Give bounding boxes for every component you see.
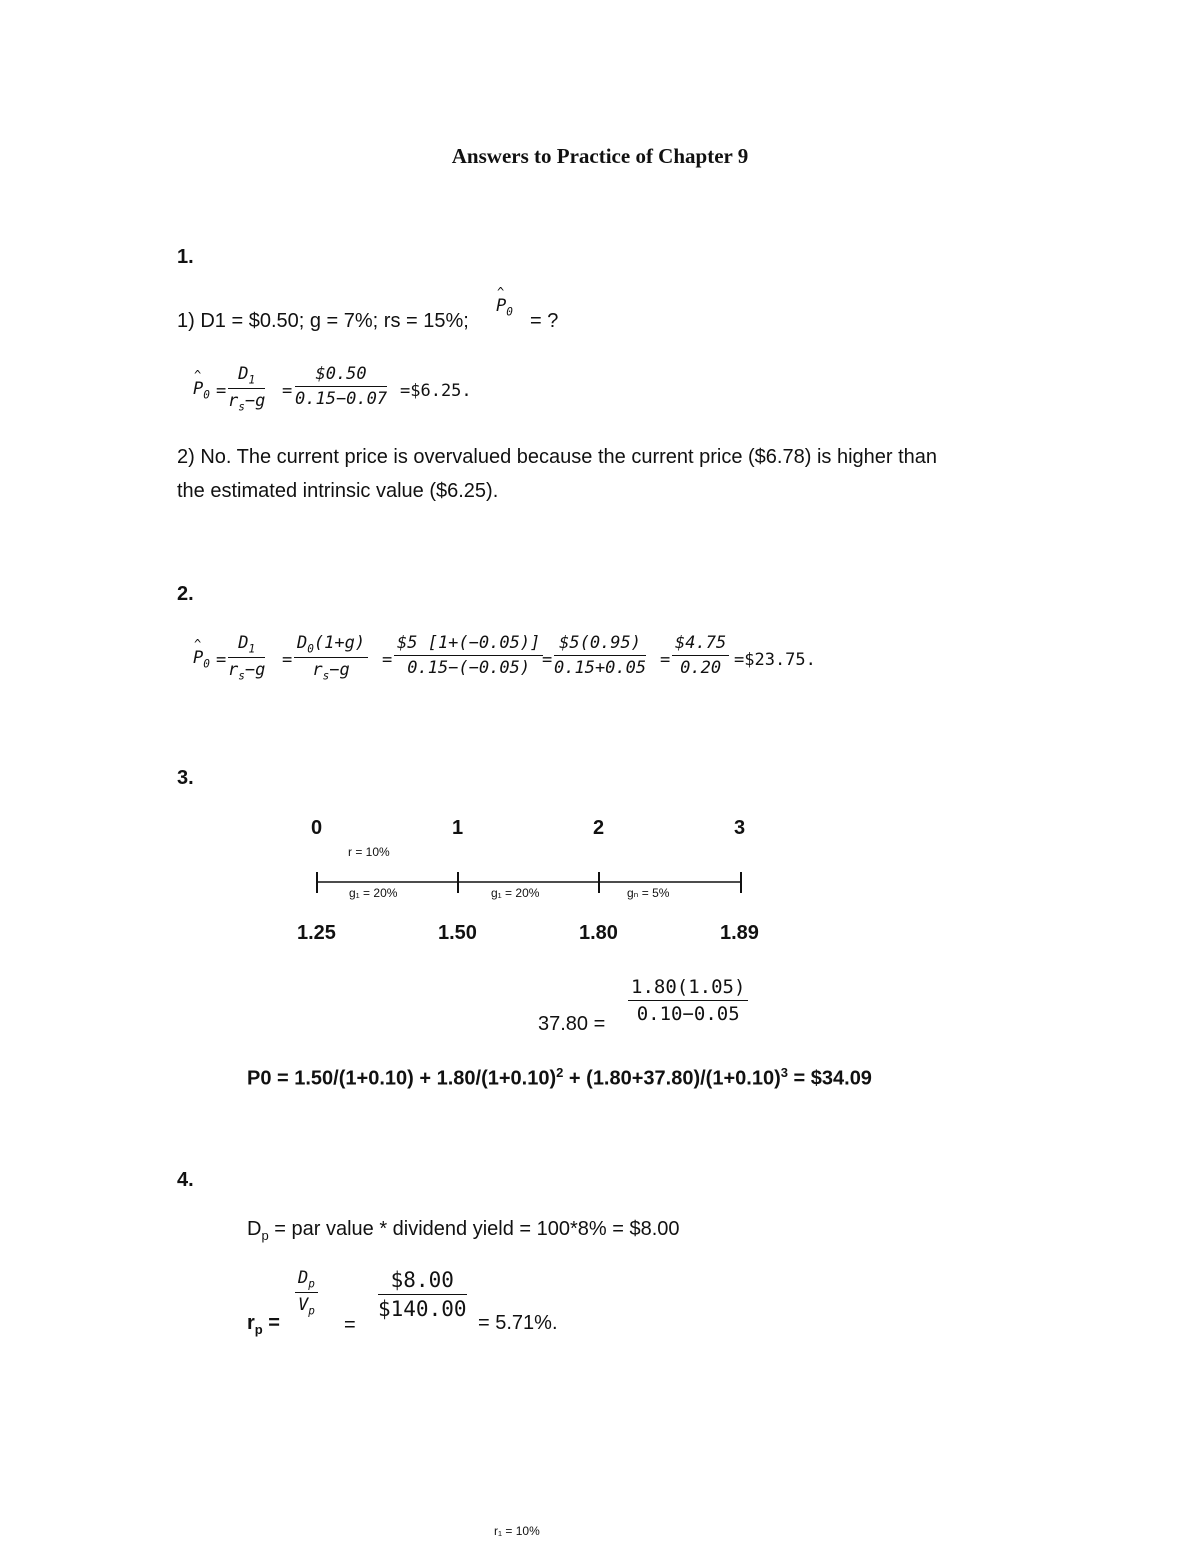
- q1-fraction-d1-num: [228, 364, 265, 389]
- timeline-period-2: 2: [593, 817, 605, 839]
- q2-f2-minus-g: −g: [329, 660, 350, 681]
- q1-fraction-d1-den: [228, 389, 265, 413]
- p0-hat-letter: ^ P: [496, 296, 506, 316]
- q2-result: =$23.75.: [734, 650, 816, 670]
- q2-f2-d: D: [297, 633, 308, 653]
- rp-fraction-symbolic: [295, 1268, 318, 1318]
- q2-eq-4: =: [542, 650, 553, 670]
- q2-f1-r: r: [228, 660, 239, 681]
- timeline-dividend-2: 1.80: [579, 922, 618, 944]
- terminal-value-label: 37.80 =: [538, 1013, 606, 1035]
- p0-text-mid: + (1.80+37.80)/(1+0.10): [563, 1067, 781, 1090]
- rp-v-sub: p: [308, 1304, 315, 1318]
- rp-fraction-values-den: $140.00: [378, 1297, 467, 1321]
- q2-eq-3: =: [382, 650, 393, 670]
- q2-fraction-4: [554, 633, 646, 678]
- rp-v-letter: V: [298, 1295, 309, 1316]
- p0-computation: [247, 1065, 872, 1091]
- q2-f2-one-plus-g: (1+g): [313, 633, 366, 653]
- rp-letter: r: [247, 1312, 255, 1334]
- timeline-dividend-3: 1.89: [720, 922, 759, 944]
- rp-eq-2: =: [344, 1314, 356, 1336]
- q1-formula-lhs: [193, 379, 210, 401]
- rp-label: [247, 1312, 280, 1337]
- dp-letter: D: [247, 1218, 262, 1240]
- p0-hat-symbol: [496, 296, 513, 318]
- q2-fraction-2-num: [294, 633, 368, 658]
- timeline-growth-label-2: g₁ = 20%: [491, 886, 540, 900]
- q2-eq-5: =: [660, 650, 671, 670]
- q1-minus-g: −g: [244, 391, 266, 412]
- q1-fraction-values-num: $0.50: [295, 364, 387, 387]
- q2-fraction-3: [394, 633, 543, 678]
- dp-text: = par value * dividend yield = 100*8% = $8.00: [268, 1218, 680, 1240]
- q1-d-sub: 1: [248, 373, 256, 387]
- q1-fraction-d1: [228, 364, 265, 414]
- q2-fraction-5: [672, 633, 729, 678]
- question-4-number: 4.: [177, 1169, 194, 1191]
- rp-d-sub: p: [308, 1277, 315, 1291]
- q1-lhs-letter: ^ P: [193, 379, 203, 399]
- q2-f2-r-sub: s: [322, 669, 330, 683]
- timeline-growth-label-1: g₁ = 20%: [349, 886, 398, 900]
- q2-fraction-5-num: $4.75: [672, 633, 729, 656]
- q2-fraction-4-num: $5(0.95): [554, 633, 646, 656]
- rp-eq: =: [262, 1312, 280, 1334]
- timeline-period-1: 1: [452, 817, 464, 839]
- q2-fraction-2-den: [294, 658, 368, 682]
- q2-f2-d-sub: 0: [307, 642, 314, 656]
- q2-lhs-letter: ^ P: [193, 648, 203, 668]
- rp-fraction-values: [378, 1268, 467, 1321]
- timeline-period-0: 0: [311, 817, 323, 839]
- rp-result: = 5.71%.: [478, 1312, 558, 1334]
- rp-fraction-values-num: $8.00: [378, 1268, 467, 1295]
- q1-fraction-values-den: 0.15−0.07: [295, 389, 388, 409]
- q2-eq-1: =: [216, 650, 227, 670]
- p0-text-post: = $34.09: [787, 1067, 872, 1090]
- q1-r-sub: s: [238, 400, 245, 414]
- q1-lhs-sub: 0: [203, 388, 210, 402]
- q2-eq-2: =: [282, 650, 293, 670]
- dp-sub: p: [261, 1228, 269, 1243]
- q1-eq-2: =: [282, 381, 293, 401]
- p0-exp-1: 2: [556, 1065, 564, 1080]
- question-3-number: 3.: [177, 767, 194, 789]
- p0-hat-sub: 0: [506, 305, 513, 319]
- q1-fraction-values: [295, 364, 387, 409]
- q2-fraction-5-den: 0.20: [680, 658, 722, 678]
- unknown-marker: = ?: [530, 310, 559, 332]
- p0-text-pre: P0 = 1.50/(1+0.10) + 1.80/(1+0.10): [247, 1067, 557, 1090]
- q2-f1-d-sub: 1: [248, 642, 256, 656]
- terminal-value-num: 1.80(1.05): [628, 976, 748, 1001]
- terminal-value-den: 0.10−0.05: [636, 1003, 740, 1025]
- q2-fraction-1-num: [228, 633, 265, 658]
- timeline-period-3: 3: [734, 817, 746, 839]
- q1-r-letter: r: [228, 391, 239, 412]
- p0-exp-2: 3: [780, 1065, 788, 1080]
- q1-result: =$6.25.: [400, 381, 472, 401]
- q2-fraction-3-den: 0.15−(−0.05): [407, 658, 531, 678]
- q1-eq-1: =: [216, 381, 227, 401]
- timeline-growth-label-3: gₙ = 5%: [627, 886, 670, 900]
- q2-fraction-1: [228, 633, 265, 683]
- q2-f1-r-sub: s: [238, 669, 245, 683]
- question-1-number: 1.: [177, 246, 194, 268]
- q2-f1-d: D: [238, 633, 249, 653]
- dp-formula: [247, 1218, 680, 1243]
- q1-d-letter: D: [238, 364, 249, 384]
- footer-rate-label: r₁ = 10%: [494, 1524, 540, 1538]
- q2-fraction-3-num: $5 [1+(−0.05)]: [394, 633, 543, 656]
- q2-f2-r: r: [312, 660, 323, 681]
- rp-fraction-symbolic-num: [295, 1268, 318, 1293]
- rp-fraction-symbolic-den: [295, 1293, 318, 1317]
- rp-sub: p: [254, 1322, 263, 1337]
- q2-fraction-2: [294, 633, 368, 683]
- timeline-dividend-0: 1.25: [297, 922, 336, 944]
- timeline-rate-label: r = 10%: [348, 845, 390, 859]
- question-2-number: 2.: [177, 583, 194, 605]
- q2-f1-minus-g: −g: [244, 660, 266, 681]
- q2-fraction-4-den: 0.15+0.05: [554, 658, 647, 678]
- q2-lhs-sub: 0: [203, 657, 210, 671]
- q1-answer-line-2: the estimated intrinsic value ($6.25).: [177, 480, 499, 502]
- terminal-value-fraction: [628, 976, 748, 1025]
- timeline-dividend-1: 1.50: [438, 922, 477, 944]
- q1-answer-line-1: 2) No. The current price is overvalued because the current price ($6.78) is higher than: [177, 446, 938, 468]
- q2-formula-lhs: [193, 648, 210, 670]
- question-1-given: 1) D1 = $0.50; g = 7%; rs = 15%;: [177, 310, 469, 332]
- rp-d-letter: D: [298, 1268, 309, 1288]
- page-title: Answers to Practice of Chapter 9: [451, 144, 749, 168]
- q2-fraction-1-den: [228, 658, 265, 682]
